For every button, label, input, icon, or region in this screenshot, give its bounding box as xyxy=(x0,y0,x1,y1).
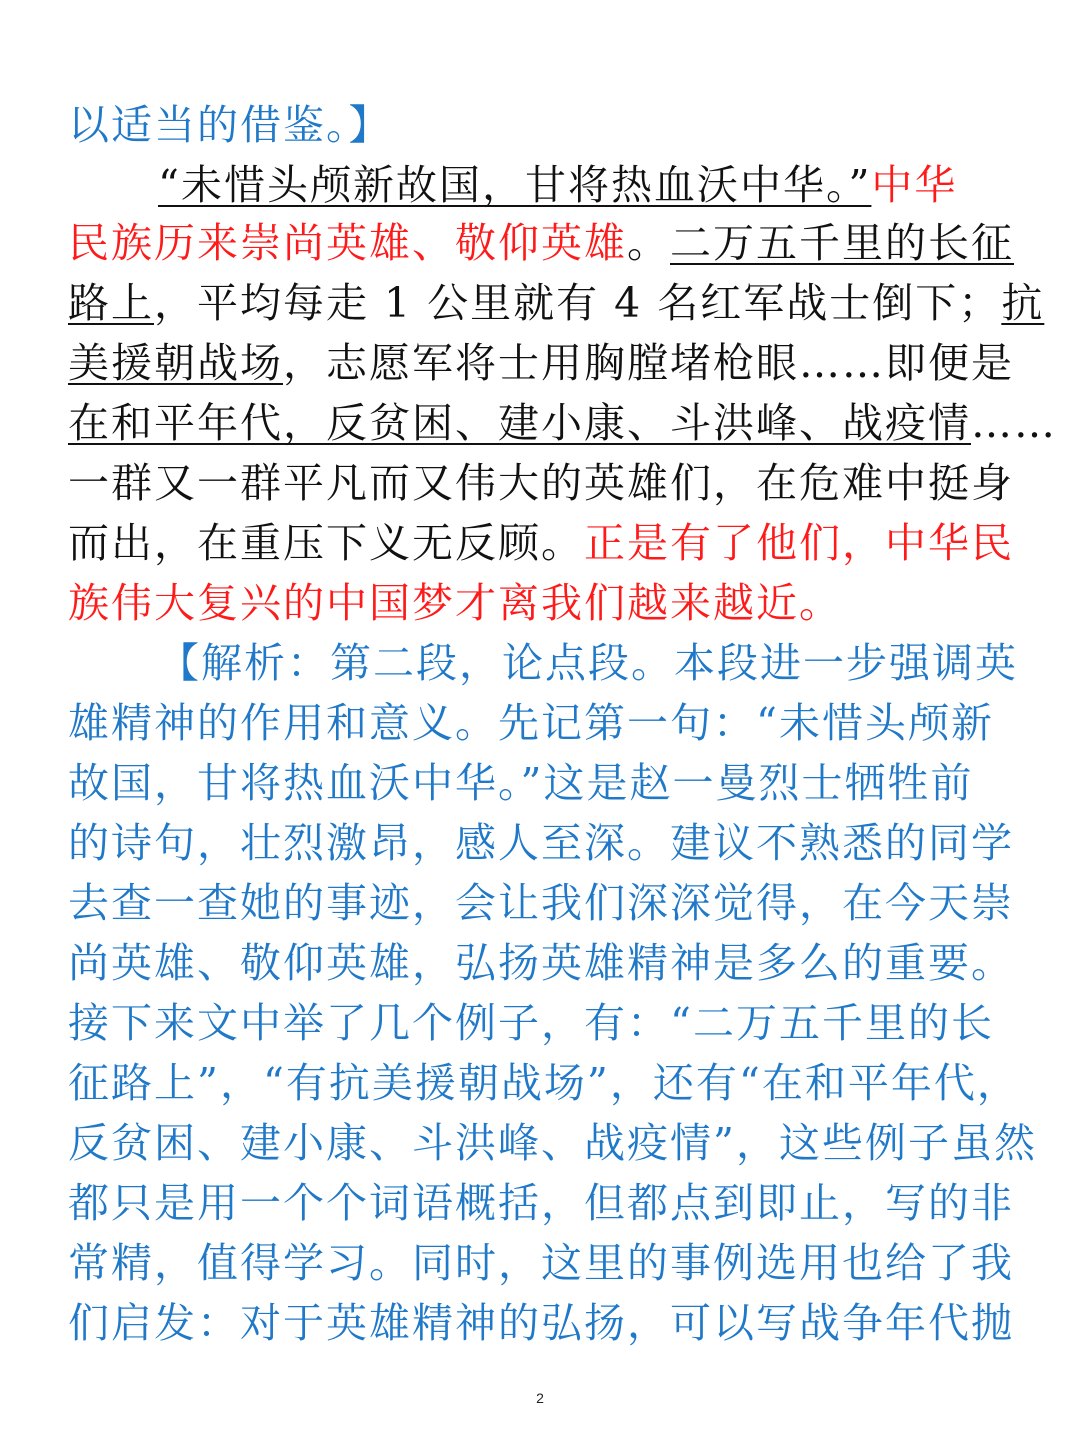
analysis-line-8: 征路上”，“有抗美援朝战场”，还有“在和平年代， xyxy=(68,1059,1020,1107)
text-line-2 xyxy=(68,156,1012,214)
analysis-line-1: 【解析：第二段，论点段。本段进一步强调英 xyxy=(158,639,1018,687)
analysis-line-12: 们启发：对于英雄精神的弘扬，可以写战争年代抛 xyxy=(68,1299,1014,1347)
red-phrase: 中华 xyxy=(871,161,958,209)
text-span: ，志愿军将士用胸膛堵枪眼……即便是 xyxy=(283,339,1014,387)
text-span: ，平均每走 1 公里就有 4 名红军战士倒下； xyxy=(154,279,1002,327)
text-span: 而出，在重压下义无反顾。 xyxy=(68,519,584,567)
analysis-line-4: 的诗句，壮烈激昂，感人至深。建议不熟悉的同学 xyxy=(68,819,1014,867)
text-line-9 xyxy=(68,574,1012,632)
page-number: 2 xyxy=(536,1390,544,1406)
underlined-phrase: 二万五千里的长征 xyxy=(670,219,1014,267)
poem-quote: “未惜头颅新故国，甘将热血沃中华。” xyxy=(158,161,872,209)
analysis-ending: 以适当的借鉴。】 xyxy=(68,101,392,149)
text-line-5 xyxy=(68,334,1012,392)
text-line-3 xyxy=(68,214,1012,272)
analysis-line-3: 故国，甘将热血沃中华。”这是赵一曼烈士牺牲前 xyxy=(68,759,974,807)
text-line-6 xyxy=(68,394,1057,452)
underlined-phrase: 美援朝战场 xyxy=(68,339,283,387)
analysis-line-2: 雄精神的作用和意义。先记第一句：“未惜头颅新 xyxy=(68,699,994,747)
red-phrase: 民族历来崇尚英雄、敬仰英雄 xyxy=(68,219,627,267)
text-line-8 xyxy=(68,514,1012,572)
analysis-line-9: 反贫困、建小康、斗洪峰、战疫情”，这些例子虽然 xyxy=(68,1119,1037,1167)
analysis-line-11: 常精，值得学习。同时，这里的事例选用也给了我 xyxy=(68,1239,1014,1287)
text-span: 。 xyxy=(627,219,670,267)
text-line-7 xyxy=(68,454,1012,512)
text-line-1 xyxy=(68,96,1012,154)
text-span: 一群又一群平凡而又伟大的英雄们，在危难中挺身 xyxy=(68,459,1014,507)
red-phrase: 族伟大复兴的中国梦才离我们越来越近。 xyxy=(68,579,842,627)
analysis-line-5: 去查一查她的事迹，会让我们深深觉得，在今天崇 xyxy=(68,879,1014,927)
text-span: …… xyxy=(971,399,1057,447)
analysis-line-6: 尚英雄、敬仰英雄，弘扬英雄精神是多么的重要。 xyxy=(68,939,1014,987)
underlined-phrase: 抗 xyxy=(1001,279,1045,327)
red-phrase: 正是有了他们，中华民 xyxy=(584,519,1014,567)
underlined-phrase: 在和平年代，反贫困、建小康、斗洪峰、战疫情 xyxy=(68,399,971,447)
underlined-phrase: 路上 xyxy=(68,279,154,327)
text-line-4 xyxy=(68,274,1045,332)
analysis-line-10: 都只是用一个个词语概括，但都点到即止，写的非 xyxy=(68,1179,1014,1227)
analysis-line-7: 接下来文中举了几个例子，有：“二万五千里的长 xyxy=(68,999,994,1047)
